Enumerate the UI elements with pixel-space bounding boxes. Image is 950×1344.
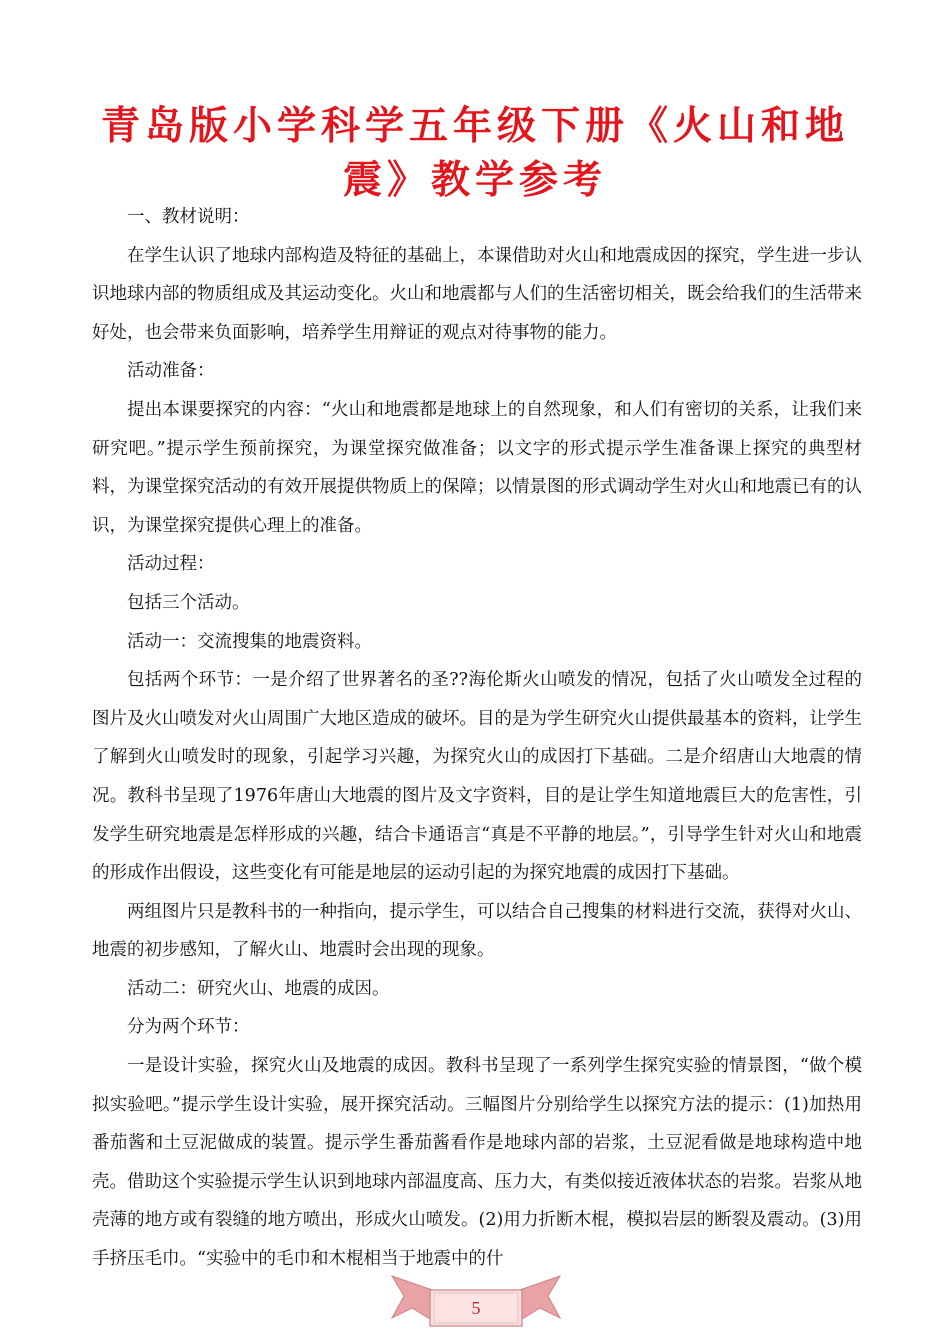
section-heading: 活动过程： (127, 554, 215, 575)
section-heading: 活动一：交流搜集的地震资料。 (127, 631, 372, 652)
paragraph: 包括两个环节：一是介绍了世界著名的圣??海伦斯火山喷发的情况，包括了火山喷发全过程的图片及火山喷发对火山周围广大地区造成的破坏。目的是为学生研究火山提供最基本的资料，让学生了解到火山喷发时的现象，引起学习兴趣，为探究火山的成因打下基础。二是介绍唐山大地震的情况。教科书呈现了1976年唐山大地震的图片及文字资料，目的是让学生知道地震巨大的危害性，引发学生研究地震是怎样形成的兴趣，结合卡通语言“真是不平静的地层。”，引导学生针对火山和地震的形成作出假设，这些变化有可能是地层的运动引起的为探究地震的成因打下基础。 (92, 670, 862, 884)
document-body (92, 198, 862, 1279)
paragraph: 在学生认识了地球内部构造及特征的基础上，本课借助对火山和地震成因的探究，学生进一步认识地球内部的物质组成及其运动变化。火山和地震都与人们的生活密切相关，既会给我们的生活带来好处，也会带来负面影响，培养学生用辩证的观点对待事物的能力。 (92, 245, 862, 343)
paragraph: 两组图片只是教科书的一种指向，提示学生，可以结合自己搜集的材料进行交流，获得对火山、地震的初步感知，了解火山、地震时会出现的现象。 (92, 901, 862, 961)
section-heading: 一、教材说明： (127, 207, 250, 227)
paragraph: 提出本课要探究的内容：“火山和地震都是地球上的自然现象，和人们有密切的关系，让我们来研究吧。”提示学生预前探究，为课堂探究做准备；以文字的形式提示学生准备课上探究的典型材料，为课堂探究活动的有效开展提供物质上的保障；以情景图的形式调动学生对火山和地震已有的认识，为课堂探究提供心理上的准备。 (92, 399, 862, 536)
paragraph: 一是设计实验，探究火山及地震的成因。教科书呈现了一系列学生探究实验的情景图，“做个模拟实验吧。”提示学生设计实验，展开探究活动。三幅图片分别给学生以探究方法的提示：(1)加热用番茄酱和土豆泥做成的装置。提示学生番茄酱看作是地球内部的岩浆，土豆泥看做是地球构造中地壳。借助这个实验提示学生认识到地球内部温度高、压力大，有类似接近液体状态的岩浆。岩浆从地壳薄的地方或有裂缝的地方喷出，形成火山喷发。(2)用力折断木棍，模拟岩层的断裂及震动。(3)用手挤压毛巾。“实验中的毛巾和木棍相当于地震中的什 (92, 1056, 862, 1270)
paragraph: 分为两个环节： (127, 1017, 250, 1038)
page-number: 5 (471, 1298, 481, 1318)
section-heading: 活动准备： (127, 361, 215, 382)
paragraph: 包括三个活动。 (127, 592, 250, 613)
page-title: 青岛版小学科学五年级下册《火山和地震》教学参考 (100, 104, 849, 203)
section-heading: 活动二：研究火山、地震的成因。 (127, 978, 390, 999)
